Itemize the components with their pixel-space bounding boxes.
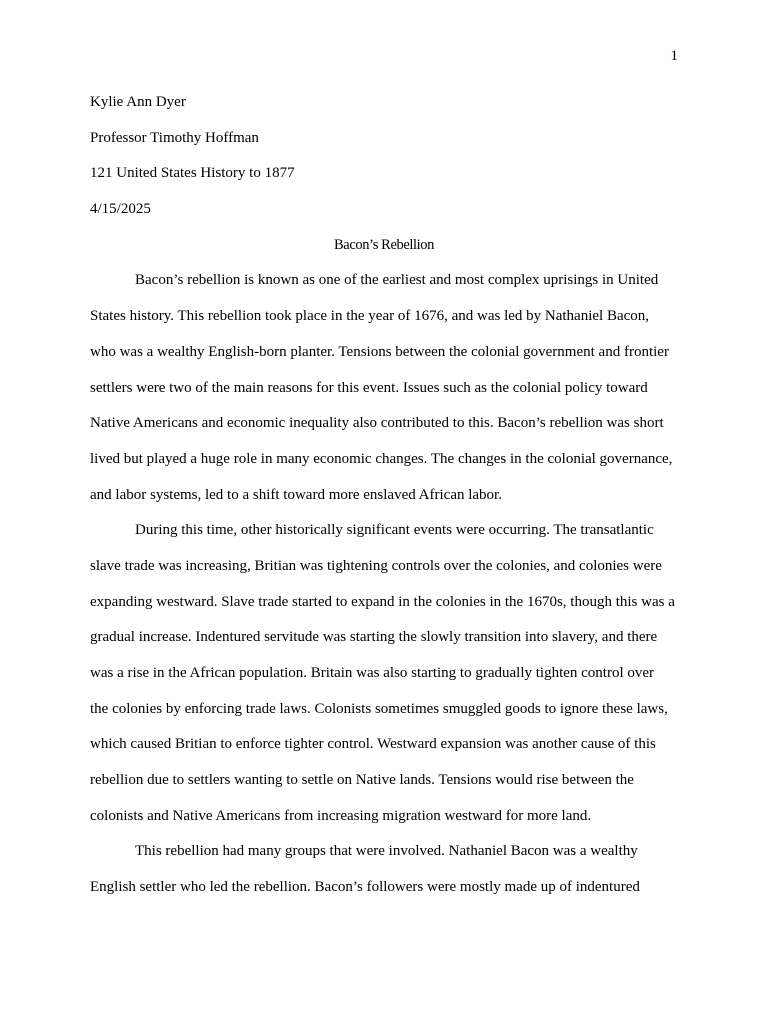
paragraph-2 — [90, 513, 678, 834]
paragraph-line: and labor systems, led to a shift toward more enslaved African labor. — [90, 486, 502, 503]
paragraph-line: slave trade was increasing, Britian was tightening controls over the colonies, and colonies were — [90, 557, 662, 574]
page-number: 1 — [670, 48, 678, 64]
paragraph-3 — [90, 834, 678, 905]
paragraph-line: was a rise in the African population. Britain was also starting to gradually tighten control over — [90, 665, 655, 681]
paragraph-line: who was a wealthy English-born planter. Tensions between the colonial government and frontier — [90, 343, 669, 360]
paragraph-line: This rebellion had many groups that were involved. Nathaniel Bacon was a wealthy — [135, 843, 638, 860]
document-body — [90, 85, 678, 906]
document-date: 4/15/2025 — [90, 201, 151, 218]
paragraph-line: colonists and Native Americans from increasing migration westward for more land. — [90, 807, 592, 824]
paragraph-line: the colonies by enforcing trade laws. Colonists sometimes smuggled goods to ignore these laws, — [90, 700, 668, 717]
paragraph-line: English settler who led the rebellion. Bacon’s followers were mostly made up of indentured — [90, 879, 640, 896]
paragraph-line: expanding westward. Slave trade started to expand in the colonies in the 1670s, though this was a — [90, 593, 675, 610]
student-name: Kylie Ann Dyer — [90, 94, 186, 110]
professor-name: Professor Timothy Hoffman — [90, 129, 259, 146]
paragraph-line: settlers were two of the main reasons for this event. Issues such as the colonial policy toward — [90, 379, 648, 396]
document-title: Bacon’s Rebellion — [334, 236, 434, 253]
course-name: 121 United States History to 1877 — [90, 165, 295, 182]
paragraph-line: gradual increase. Indentured servitude was starting the slowly transition into slavery, and there — [90, 629, 658, 646]
paragraph-line: During this time, other historically significant events were occurring. The transatlantic — [135, 522, 654, 539]
paragraph-line: which caused Britian to enforce tighter control. Westward expansion was another cause of this — [90, 736, 656, 753]
paragraph-line: rebellion due to settlers wanting to settle on Native lands. Tensions would rise between the — [90, 772, 634, 789]
paragraph-1 — [90, 263, 678, 513]
paragraph-line: lived but played a huge role in many economic changes. The changes in the colonial governance, — [90, 450, 673, 467]
paragraph-line: States history. This rebellion took place in the year of 1676, and was led by Nathaniel Bacon, — [90, 308, 650, 325]
paragraph-line: Native Americans and economic inequality also contributed to this. Bacon’s rebellion was short — [90, 415, 664, 432]
paragraph-line: Bacon’s rebellion is known as one of the earliest and most complex uprisings in United — [135, 272, 659, 289]
